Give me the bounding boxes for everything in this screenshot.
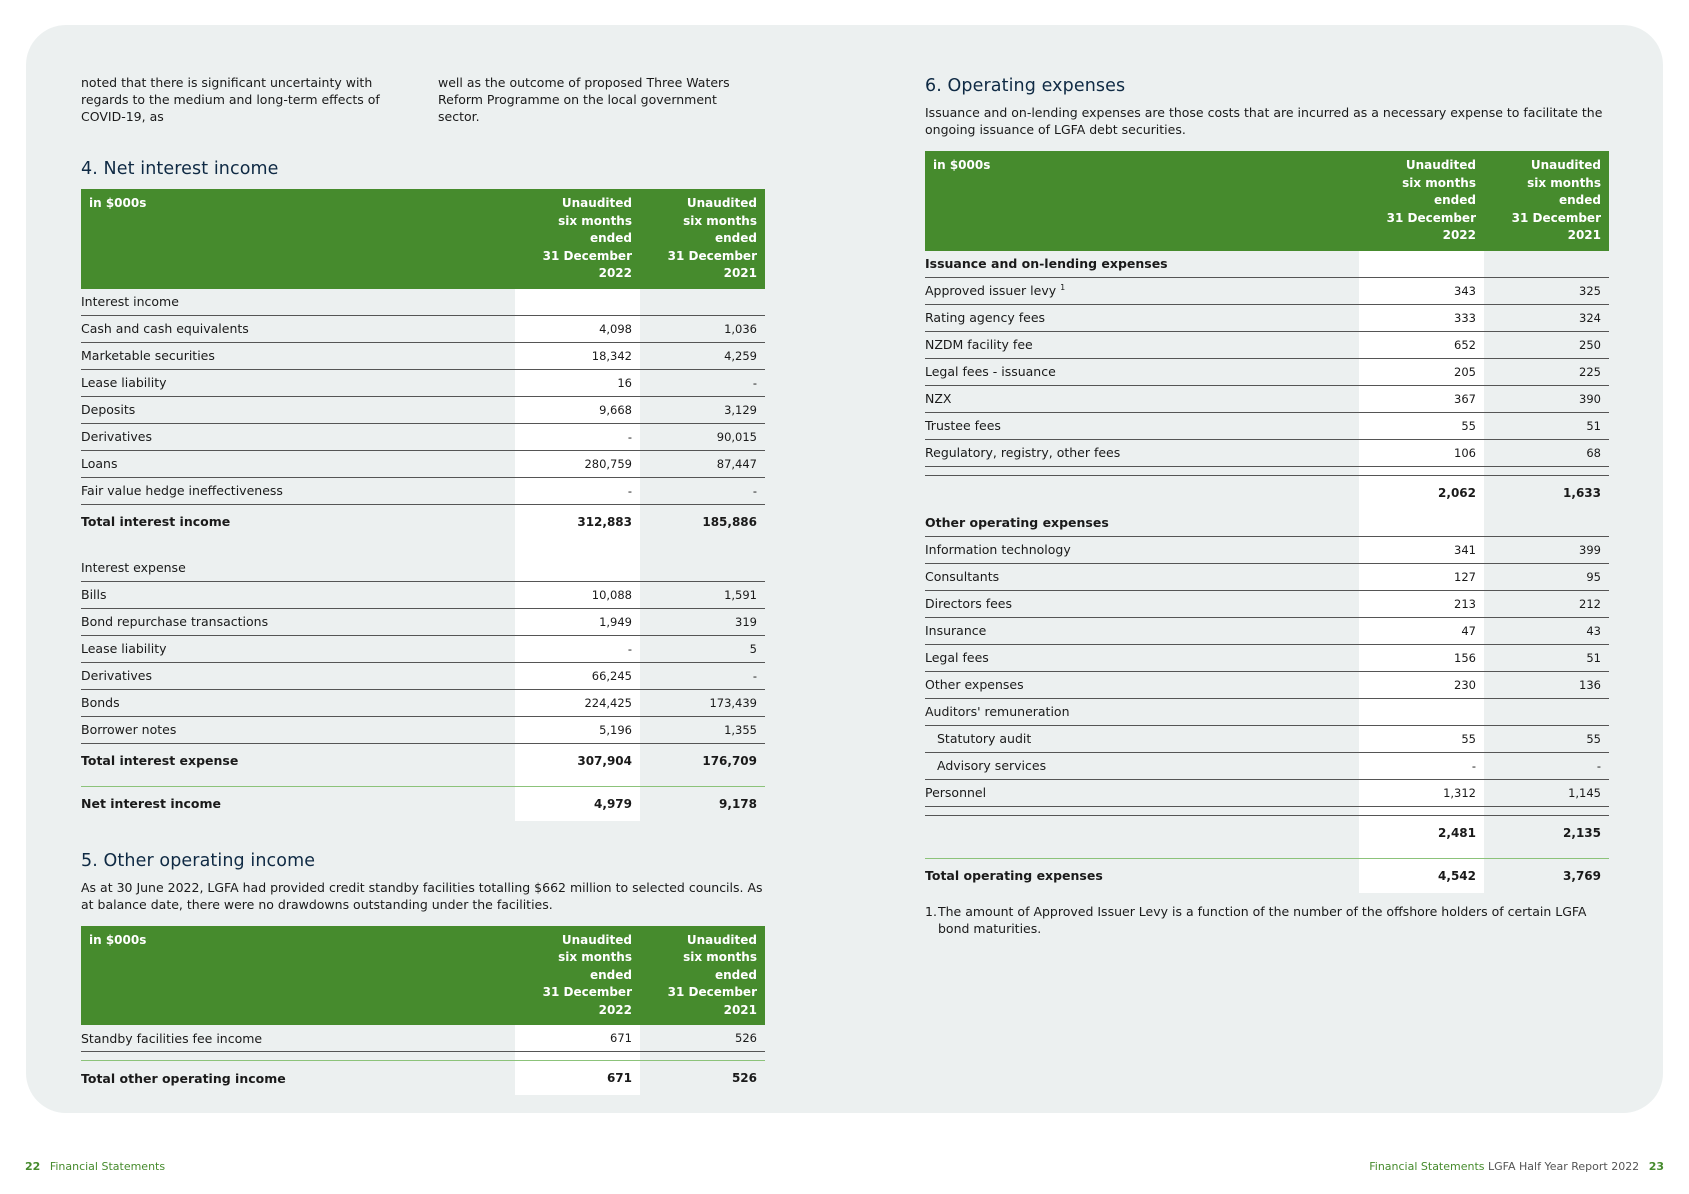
header-line: six months ended — [683, 213, 757, 245]
value-2021: 87,447 — [640, 450, 765, 477]
header-label: in $000s — [925, 151, 1359, 251]
value-2021: 90,015 — [640, 423, 765, 450]
value-2022: 127 — [1359, 563, 1484, 590]
table-row — [925, 815, 1609, 850]
footer-section-right: Financial Statements — [1369, 1160, 1485, 1173]
value-2021: 95 — [1484, 563, 1609, 590]
table-row — [925, 331, 1609, 358]
table-row — [925, 358, 1609, 385]
footnote-number: 1. — [925, 903, 937, 919]
header-line: 31 December 2021 — [1511, 210, 1601, 242]
value-2021: - — [640, 369, 765, 396]
footer-section-left: Financial Statements — [49, 1160, 166, 1173]
net-interest-income-table — [81, 189, 765, 821]
table-row — [81, 450, 765, 477]
value-2022: 66,245 — [515, 662, 640, 689]
header-line: 31 December 2022 — [1386, 210, 1476, 242]
row-label — [925, 815, 1359, 850]
value-2021 — [1484, 510, 1609, 537]
table-row — [81, 396, 765, 423]
table-row — [81, 635, 765, 662]
table-row — [81, 1061, 765, 1096]
value-2021 — [640, 289, 765, 316]
table-row — [925, 439, 1609, 466]
header-col1 — [1359, 151, 1484, 251]
value-2021: 173,439 — [640, 689, 765, 716]
table-row — [81, 315, 765, 342]
table-row — [925, 858, 1609, 893]
table-row — [81, 477, 765, 504]
row-label: Regulatory, registry, other fees — [925, 439, 1359, 466]
value-2022: 16 — [515, 369, 640, 396]
value-2022: 671 — [515, 1025, 640, 1052]
table-row — [81, 1025, 765, 1052]
value-2022 — [515, 289, 640, 316]
section-4-title: 4. Net interest income — [81, 159, 279, 179]
value-2022: 4,098 — [515, 315, 640, 342]
row-label: Derivatives — [81, 423, 515, 450]
spacer-row — [81, 539, 765, 555]
row-label: Issuance and on-lending expenses — [925, 251, 1359, 278]
value-2021: 324 — [1484, 304, 1609, 331]
value-2022: 18,342 — [515, 342, 640, 369]
row-label: Derivatives — [81, 662, 515, 689]
row-label: Lease liability — [81, 635, 515, 662]
value-2022: 9,668 — [515, 396, 640, 423]
footnote-marker: 1 — [1060, 282, 1066, 292]
row-label: Other expenses — [925, 671, 1359, 698]
table-row — [81, 743, 765, 778]
value-2021: 2,135 — [1484, 815, 1609, 850]
intro-text — [81, 74, 765, 125]
header-line: Unaudited — [561, 196, 632, 210]
header-line: six months ended — [1402, 175, 1476, 207]
value-2022: 224,425 — [515, 689, 640, 716]
footer-right — [1369, 1160, 1664, 1173]
row-label: Borrower notes — [81, 716, 515, 743]
table-row — [81, 423, 765, 450]
other-operating-income-table — [81, 926, 765, 1096]
footnote — [925, 903, 1609, 937]
value-2021: 526 — [640, 1025, 765, 1052]
value-2022: - — [515, 423, 640, 450]
row-label: Trustee fees — [925, 412, 1359, 439]
table-row — [81, 689, 765, 716]
footer-report-title: LGFA Half Year Report 2022 — [1488, 1160, 1640, 1173]
header-line: Unaudited — [686, 932, 757, 947]
section-6-paragraph: Issuance and on-lending expenses are those costs that are incurred as a necessary expense to facilitate the ongoing issuance of LGFA debt securities. — [925, 105, 1603, 137]
row-label: Bonds — [81, 689, 515, 716]
value-2022: 55 — [1359, 412, 1484, 439]
header-col1 — [515, 926, 640, 1026]
table-row — [81, 786, 765, 821]
value-2022 — [1359, 698, 1484, 725]
header-line: 31 December 2022 — [542, 985, 632, 1017]
value-2022: 106 — [1359, 439, 1484, 466]
value-2022: - — [1359, 752, 1484, 779]
row-label: Rating agency fees — [925, 304, 1359, 331]
value-2021: 390 — [1484, 385, 1609, 412]
table-row — [81, 608, 765, 635]
value-2022: 213 — [1359, 590, 1484, 617]
row-label: Bills — [81, 581, 515, 608]
value-2021: 4,259 — [640, 342, 765, 369]
table-row — [925, 752, 1609, 779]
header-col1 — [515, 189, 640, 289]
table-row — [925, 412, 1609, 439]
row-label: Total interest expense — [81, 743, 515, 778]
table-row — [81, 289, 765, 316]
value-2021: 176,709 — [640, 743, 765, 778]
footnote-text: The amount of Approved Issuer Levy is a function of the number of the offshore holders of certain LGFA bond maturities. — [938, 903, 1587, 936]
value-2022: 2,481 — [1359, 815, 1484, 850]
value-2022: 341 — [1359, 536, 1484, 563]
row-label: Information technology — [925, 536, 1359, 563]
table-row — [925, 385, 1609, 412]
value-2021: 55 — [1484, 725, 1609, 752]
spacer-row — [81, 778, 765, 787]
value-2021: 5 — [640, 635, 765, 662]
section-5-paragraph: As at 30 June 2022, LGFA had provided credit standby facilities totalling $662 million to selected councils. As at balance date, there were no drawdowns outstanding under the facilities. — [81, 879, 763, 912]
table-row — [925, 251, 1609, 278]
table-row — [81, 662, 765, 689]
row-label: Advisory services — [925, 752, 1359, 779]
row-label: Total interest income — [81, 504, 515, 539]
row-label: Auditors' remuneration — [925, 698, 1359, 725]
footer-left — [25, 1160, 165, 1173]
value-2022: 307,904 — [515, 743, 640, 778]
row-label: Approved issuer levy $^1$ — [925, 277, 1359, 304]
table-row — [81, 555, 765, 582]
value-2022: 333 — [1359, 304, 1484, 331]
page-number-left: 22 — [25, 1160, 41, 1173]
row-label: Lease liability — [81, 369, 515, 396]
value-2022 — [515, 555, 640, 582]
value-2021: 1,591 — [640, 581, 765, 608]
value-2022: 4,542 — [1359, 858, 1484, 893]
header-line: Unaudited — [1530, 158, 1601, 172]
value-2021: 185,886 — [640, 504, 765, 539]
table-row — [925, 510, 1609, 537]
value-2021: 1,633 — [1484, 475, 1609, 510]
row-label: Interest income — [81, 289, 515, 316]
value-2021: 9,178 — [640, 786, 765, 821]
value-2022: 5,196 — [515, 716, 640, 743]
row-label: Consultants — [925, 563, 1359, 590]
row-label: NZDM facility fee — [925, 331, 1359, 358]
row-label: Directors fees — [925, 590, 1359, 617]
header-line: 31 December 2022 — [542, 248, 632, 280]
value-2021: 1,145 — [1484, 779, 1609, 806]
value-2021: - — [1484, 752, 1609, 779]
table-row — [925, 475, 1609, 510]
table-row — [925, 536, 1609, 563]
value-2022: 47 — [1359, 617, 1484, 644]
row-label: Total other operating income — [81, 1061, 515, 1096]
value-2021: 136 — [1484, 671, 1609, 698]
table-row — [81, 504, 765, 539]
table-row — [81, 342, 765, 369]
header-line: Unaudited — [1405, 158, 1476, 172]
value-2022: 671 — [515, 1061, 640, 1096]
table-row — [925, 277, 1609, 304]
row-label: Bond repurchase transactions — [81, 608, 515, 635]
header-line: Unaudited — [686, 196, 757, 210]
value-2021: - — [640, 477, 765, 504]
header-label: in $000s — [81, 189, 515, 289]
header-line: Unaudited — [561, 932, 632, 947]
row-label: Standby facilities fee income — [81, 1025, 515, 1052]
value-2022: 2,062 — [1359, 475, 1484, 510]
table-row — [925, 644, 1609, 671]
value-2022: 10,088 — [515, 581, 640, 608]
value-2021: 250 — [1484, 331, 1609, 358]
row-label: Legal fees - issuance — [925, 358, 1359, 385]
row-label: Marketable securities — [81, 342, 515, 369]
value-2022: 156 — [1359, 644, 1484, 671]
table-row — [81, 369, 765, 396]
value-2021: 51 — [1484, 412, 1609, 439]
header-line: 31 December 2021 — [667, 248, 757, 280]
value-2022: 4,979 — [515, 786, 640, 821]
value-2022: - — [515, 635, 640, 662]
page-number-right: 23 — [1648, 1160, 1664, 1173]
table-row — [925, 779, 1609, 806]
row-label: Interest expense — [81, 555, 515, 582]
value-2021: 225 — [1484, 358, 1609, 385]
table-row — [925, 563, 1609, 590]
spacer-row — [81, 1052, 765, 1061]
section-5-title: 5. Other operating income — [81, 850, 316, 871]
value-2021: 3,769 — [1484, 858, 1609, 893]
value-2021: 325 — [1484, 277, 1609, 304]
value-2021: - — [640, 662, 765, 689]
value-2021: 526 — [640, 1061, 765, 1096]
table-row — [925, 671, 1609, 698]
value-2021: 319 — [640, 608, 765, 635]
row-label: Fair value hedge ineffectiveness — [81, 477, 515, 504]
header-col2 — [1484, 151, 1609, 251]
value-2022 — [1359, 510, 1484, 537]
header-col2 — [640, 926, 765, 1026]
header-line: 31 December 2021 — [667, 985, 757, 1017]
row-label: Deposits — [81, 396, 515, 423]
value-2021: 1,036 — [640, 315, 765, 342]
value-2021 — [640, 555, 765, 582]
value-2022: 280,759 — [515, 450, 640, 477]
header-label: in $000s — [81, 926, 515, 1026]
row-label: Net interest income — [81, 786, 515, 821]
value-2022: 1,949 — [515, 608, 640, 635]
table-row — [925, 617, 1609, 644]
table-row — [925, 590, 1609, 617]
row-label — [925, 475, 1359, 510]
right-page — [925, 74, 1609, 937]
value-2021: 68 — [1484, 439, 1609, 466]
value-2021 — [1484, 698, 1609, 725]
table-row — [81, 716, 765, 743]
value-2022: 652 — [1359, 331, 1484, 358]
row-label: Legal fees — [925, 644, 1359, 671]
row-label: Total operating expenses — [925, 858, 1359, 893]
value-2021: 1,355 — [640, 716, 765, 743]
intro-column-1: noted that there is significant uncertainty with regards to the medium and long-term effects of COVID-19, as — [81, 75, 380, 124]
value-2022: 205 — [1359, 358, 1484, 385]
value-2022: 230 — [1359, 671, 1484, 698]
value-2021: 212 — [1484, 590, 1609, 617]
value-2021: 3,129 — [640, 396, 765, 423]
value-2022: 343 — [1359, 277, 1484, 304]
table-row — [925, 698, 1609, 725]
left-page — [81, 74, 765, 1095]
table-row — [925, 725, 1609, 752]
spacer-row — [925, 850, 1609, 859]
value-2022: 1,312 — [1359, 779, 1484, 806]
row-label: Other operating expenses — [925, 510, 1359, 537]
intro-column-2: well as the outcome of proposed Three Waters Reform Programme on the local government sector. — [438, 75, 730, 124]
value-2022: 312,883 — [515, 504, 640, 539]
row-label: Loans — [81, 450, 515, 477]
spacer-row — [925, 466, 1609, 475]
header-line: six months ended — [558, 950, 632, 982]
row-label: Statutory audit — [925, 725, 1359, 752]
row-label: Cash and cash equivalents — [81, 315, 515, 342]
value-2022: 367 — [1359, 385, 1484, 412]
value-2021: 51 — [1484, 644, 1609, 671]
spacer-row — [925, 806, 1609, 815]
table-header-row — [81, 926, 765, 1026]
table-header-row — [81, 189, 765, 289]
header-col2 — [640, 189, 765, 289]
row-label: NZX — [925, 385, 1359, 412]
value-2021 — [1484, 251, 1609, 278]
operating-expenses-table — [925, 151, 1609, 893]
value-2021: 399 — [1484, 536, 1609, 563]
header-line: six months ended — [1527, 175, 1601, 207]
value-2022 — [1359, 251, 1484, 278]
table-header-row — [925, 151, 1609, 251]
value-2022: - — [515, 477, 640, 504]
header-line: six months ended — [683, 950, 757, 982]
section-6-title: 6. Operating expenses — [925, 76, 1126, 96]
row-label: Personnel — [925, 779, 1359, 806]
table-row — [925, 304, 1609, 331]
value-2022: 55 — [1359, 725, 1484, 752]
table-row — [81, 581, 765, 608]
header-line: six months ended — [558, 213, 632, 245]
value-2021: 43 — [1484, 617, 1609, 644]
row-label: Insurance — [925, 617, 1359, 644]
